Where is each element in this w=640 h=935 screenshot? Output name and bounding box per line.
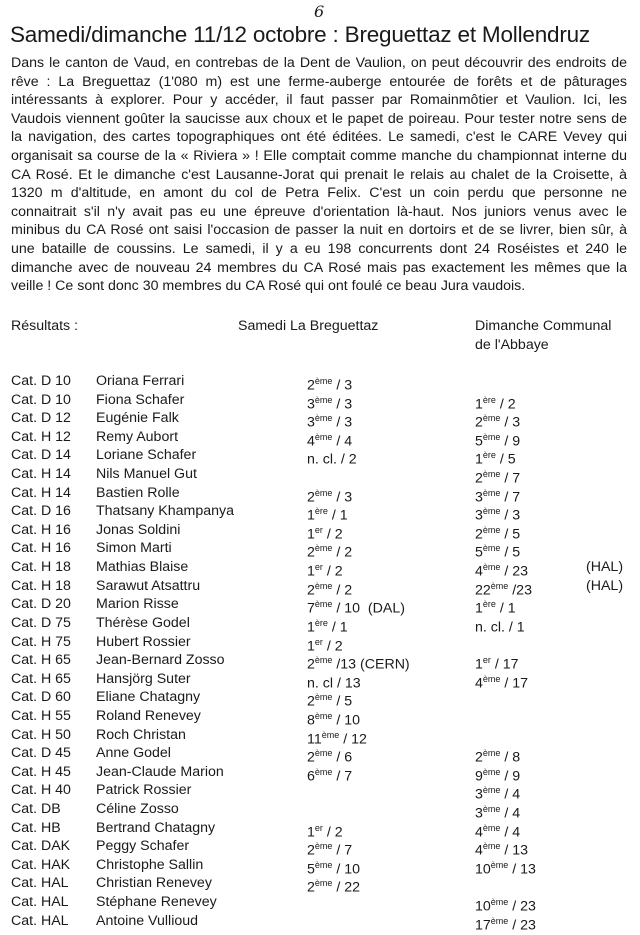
result-row (0, 744, 640, 766)
result-category: Cat. HAL (11, 894, 69, 911)
result-sunday-ordinal: ème (482, 524, 501, 535)
result-saturday-total: / 10 (332, 712, 361, 729)
result-sunday-ordinal: ère (482, 599, 496, 610)
result-sunday-rank: 4 (475, 824, 483, 841)
result-row (0, 688, 640, 711)
result-saturday-total: / 3 (332, 377, 353, 394)
result-sunday-rank: 9 (475, 768, 483, 785)
result-saturday-total: / 2 (332, 545, 353, 562)
result-sunday-total: / 2 (495, 396, 516, 413)
result-saturday-total: / 10 (DAL) (332, 601, 405, 618)
result-category: Cat. H 40 (11, 782, 71, 799)
result-saturday-ordinal: ème (314, 692, 333, 703)
result-runner-name: Anne Godel (96, 745, 171, 762)
result-saturday-total: / 22 (332, 880, 361, 897)
result-category: Cat. H 14 (11, 466, 71, 483)
result-saturday-rank: 2 (307, 842, 315, 859)
result-sunday-total: / 4 (500, 787, 521, 804)
result-runner-name: Christian Renevey (96, 875, 212, 892)
result-saturday-ordinal: ème (314, 878, 333, 889)
result-saturday-total: / 2 (322, 824, 343, 841)
result-sunday-ordinal: ère (482, 394, 496, 405)
result-category: Cat. D 10 (11, 373, 71, 389)
result-runner-name: Céline Zosso (96, 801, 179, 818)
result-runner-name: Bertrand Chatagny (96, 819, 216, 836)
result-runner-name: Patrick Rossier (96, 782, 192, 799)
result-sunday-total: / 17 (490, 656, 519, 673)
result-runner-name: Thatsany Khampanya (96, 503, 235, 520)
result-saturday-rank: 2 (307, 489, 315, 506)
result-saturday-total: /13 (CERN) (332, 656, 410, 673)
result-category: Cat. D 12 (11, 410, 71, 427)
result-category: Cat. HB (11, 819, 61, 836)
result-saturday-ordinal: ème (314, 543, 333, 554)
result-sunday-rank: 5 (475, 433, 483, 450)
result-row (0, 465, 640, 487)
result-sunday-total: / 13 (508, 861, 536, 878)
result-saturday-rank: 1 (307, 526, 315, 543)
result-sunday (475, 912, 536, 935)
result-row (0, 558, 640, 580)
result-sunday-ordinal: ème (482, 543, 501, 554)
result-saturday-rank: 2 (307, 880, 315, 897)
result-category: Cat. H 18 (11, 577, 71, 594)
result-sunday-total: / 23 (508, 917, 536, 934)
result-saturday-rank: 8 (307, 712, 315, 729)
result-row (0, 502, 640, 524)
result-sunday-total: / 9 (500, 433, 521, 450)
result-runner-name: Oriana Ferrari (96, 373, 185, 389)
result-row (0, 521, 640, 543)
result-sunday-ordinal: ème (482, 804, 501, 815)
result-sunday-rank: 22 (475, 582, 491, 599)
result-sunday-rank: 4 (475, 563, 483, 580)
result-row (0, 856, 640, 878)
result-saturday-total: / 5 (332, 694, 353, 711)
result-saturday-rank: n. cl. (307, 452, 337, 469)
page-number: 6 (314, 2, 325, 21)
result-sunday-total: / 5 (495, 452, 516, 469)
result-sunday-rank: 1 (475, 601, 483, 618)
sunday-column-header (475, 317, 611, 354)
result-sunday-total: / 5 (500, 545, 521, 562)
result-saturday-rank: 2 (307, 749, 315, 766)
result-category: Cat. HAL (11, 912, 69, 929)
result-runner-name: Loriane Schafer (96, 447, 197, 464)
result-sunday-ordinal: ème (482, 748, 501, 759)
result-category: Cat. H 16 (11, 521, 71, 538)
result-saturday-ordinal: ème (314, 748, 333, 759)
result-saturday-total: / 3 (332, 489, 353, 506)
result-category: Cat. H 75 (11, 633, 71, 650)
saturday-column-header: Samedi La Breguettaz (238, 318, 379, 334)
result-category: Cat. D 10 (11, 391, 71, 408)
result-category: Cat. H 65 (11, 670, 71, 687)
result-saturday-rank: 3 (307, 396, 315, 413)
result-sunday-ordinal: ème (490, 859, 509, 870)
result-runner-name: Marion Risse (96, 596, 179, 613)
result-saturday-total: / 2 (336, 452, 357, 469)
result-sunday-rank: 2 (475, 414, 483, 431)
result-runner-name: Eugénie Falk (96, 410, 179, 427)
result-saturday-rank: 2 (307, 694, 315, 711)
result-row (0, 372, 640, 394)
result-row (0, 484, 640, 506)
result-row (0, 391, 640, 413)
result-sunday-ordinal: ème (482, 469, 501, 480)
result-sunday-ordinal: ème (482, 766, 501, 777)
result-sunday-rank: 10 (475, 898, 491, 915)
result-category: Cat. H 12 (11, 428, 71, 445)
result-runner-name: Mathias Blaise (96, 559, 189, 576)
result-saturday-rank: 2 (307, 582, 315, 599)
result-saturday-ordinal: ème (314, 841, 333, 852)
result-runner-name: Sarawut Atsattru (96, 577, 201, 594)
result-row (0, 577, 640, 599)
results-label: Résultats : (11, 318, 79, 334)
result-saturday-ordinal: ème (314, 394, 333, 405)
result-category: Cat. D 16 (11, 503, 71, 520)
result-sunday-total: / 3 (500, 414, 521, 431)
result-saturday-total: / 7 (332, 768, 353, 785)
result-runner-name: Stéphane Renevey (96, 894, 217, 911)
result-sunday-ordinal: ème (482, 487, 501, 498)
result-sunday-rank: 4 (475, 842, 483, 859)
result-runner-name: Jean-Claude Marion (96, 763, 224, 780)
result-saturday-ordinal: ème (314, 487, 333, 498)
result-runner-name: Jean-Bernard Zosso (96, 652, 225, 669)
result-saturday-rank: 5 (307, 861, 315, 878)
result-saturday-rank: 1 (307, 508, 315, 524)
result-category: Cat. D 20 (11, 596, 71, 613)
results-table (0, 372, 640, 934)
result-sunday-rank: 3 (475, 508, 483, 524)
result-sunday-ordinal: ème (482, 822, 501, 833)
result-category: Cat. H 55 (11, 707, 71, 724)
result-sunday-total: /23 (508, 582, 532, 599)
result-row (0, 763, 640, 785)
result-sunday-total: / 17 (500, 675, 529, 692)
result-saturday-ordinal: ème (314, 413, 333, 424)
result-saturday-ordinal: ère (314, 506, 328, 517)
result-saturday-total: / 13 (333, 675, 361, 692)
result-sunday-total: / 5 (500, 526, 521, 543)
result-row (0, 819, 640, 841)
result-runner-name: Jonas Soldini (96, 521, 181, 538)
result-row (0, 837, 640, 859)
result-sunday-total: / 9 (500, 768, 521, 785)
result-sunday-ordinal: ème (482, 785, 501, 796)
result-row (0, 651, 640, 673)
result-row (0, 781, 640, 804)
result-row (0, 893, 640, 915)
result-runner-name: Christophe Sallin (96, 856, 204, 873)
result-runner-name: Simon Marti (96, 540, 172, 557)
result-sunday-ordinal: ème (482, 841, 501, 852)
result-sunday-rank: 3 (475, 489, 483, 506)
result-saturday-total: / 2 (332, 582, 353, 599)
result-runner-name: Remy Aubort (96, 428, 179, 445)
result-sunday-total: / 4 (500, 805, 521, 822)
result-row (0, 446, 640, 469)
result-saturday-rank: n. cl (307, 675, 334, 692)
result-sunday-ordinal: ère (482, 450, 496, 461)
result-saturday-rank: 4 (307, 433, 315, 450)
result-row (0, 595, 640, 618)
result-sunday-rank: 1 (475, 452, 483, 469)
result-saturday-total: / 2 (322, 526, 343, 543)
result-saturday-total: / 2 (322, 638, 343, 655)
result-saturday-ordinal: ème (314, 431, 333, 442)
result-saturday-rank: 1 (307, 563, 315, 580)
result-saturday-rank: 2 (307, 545, 315, 562)
result-row (0, 874, 640, 897)
result-saturday-ordinal: ème (314, 376, 333, 386)
result-sunday-rank: 10 (475, 861, 491, 878)
result-row (0, 726, 640, 748)
result-saturday-total: / 2 (322, 563, 343, 580)
result-saturday-rank: 1 (307, 619, 315, 636)
result-sunday-ordinal: ème (482, 413, 501, 424)
result-sunday-rank: n. cl. (475, 619, 505, 636)
result-sunday-ordinal: ème (490, 580, 509, 591)
article-title: Samedi/dimanche 11/12 octobre : Breguettaz et Mollendruz (10, 22, 590, 47)
result-category: Cat. D 60 (11, 689, 71, 706)
result-sunday-ordinal: ème (482, 673, 501, 684)
result-category: Cat. D 14 (11, 447, 71, 464)
result-saturday-rank: 1 (307, 638, 315, 655)
result-saturday-ordinal: ème (314, 599, 333, 610)
result-saturday-total: / 1 (327, 619, 348, 636)
result-runner-name: Hansjörg Suter (96, 670, 191, 687)
result-saturday-ordinal: er (314, 562, 323, 573)
result-saturday-rank: 3 (307, 414, 315, 431)
result-row (0, 912, 640, 934)
result-row (0, 539, 640, 562)
result-sunday-rank: 5 (475, 545, 483, 562)
result-category: Cat. H 14 (11, 484, 71, 501)
result-sunday-rank: 2 (475, 749, 483, 766)
result-sunday-total: / 23 (500, 563, 529, 580)
result-runner-name: Peggy Schafer (96, 838, 190, 855)
result-sunday-ordinal: ème (490, 897, 509, 908)
result-saturday-total: / 4 (332, 433, 353, 450)
result-row (0, 800, 640, 822)
result-runner-name: Eliane Chatagny (96, 689, 201, 706)
result-sunday-rank: 1 (475, 396, 483, 413)
result-saturday-rank: 7 (307, 601, 315, 618)
result-saturday-rank: 1 (307, 824, 315, 841)
result-row (0, 670, 640, 692)
result-saturday-ordinal: ème (314, 859, 333, 870)
result-saturday-ordinal: ème (314, 710, 333, 721)
result-sunday-ordinal: ème (482, 562, 501, 573)
result-sunday-total: / 1 (504, 619, 525, 636)
result-runner-name: Roland Renevey (96, 707, 201, 724)
result-sunday-total: / 7 (500, 489, 521, 506)
result-saturday-total: / 6 (332, 749, 353, 766)
result-runner-name: Thérèse Godel (96, 614, 190, 631)
result-category: Cat. H 45 (11, 763, 71, 780)
result-category: Cat. D 45 (11, 745, 71, 762)
article-paragraph: Dans le canton de Vaud, en contrebas de la Dent de Vaulion, on peut découvrir des endroits de rêve : La Breguettaz (1'080 m) est une ferme-auberge entourée de forêts et de pâturages intéressants à explorer. Pour y accéder, il faut passer par Romainmôtier et Vaulion. Ici, les Vaudois viennent goûter la saucisse aux choux et le papet de poireau. Pour tester notre sens de la navigation, des cartes topographiques ont été éditées. Le samedi, c'est le CARE Vevey qui organisait sa course de la « Riviera » ! Elle comptait comme manche du championnat interne du CA Rosé. Et le dimanche c'est Lausanne-Jorat qui prenait le relais au chalet de la Croisette, à 1320 m d'altitude, en amont du col de Petra Felix. C'est un coin perdu que personne ne connaitrait s'il n'y avait pas eu une épreuve d'orientation là-haut. Nos juniors venus avec le minibus du CA Rosé ont saisi l'occasion de passer la nuit en dortoirs et de se livrer, bien sûr, à une bataille de coussins. Le samedi, il y a eu 198 concurrents dont 24 Roséistes et 240 le dimanche avec de nouveau 24 membres du CA Rosé mais pas exactement les mêmes que la veille ! Ce sont donc 30 membres du CA Rosé qui ont foulé ce beau Jura vaudois. (11, 55, 627, 295)
result-saturday-ordinal: ème (314, 580, 333, 591)
result-sunday-rank: 17 (475, 917, 491, 934)
result-saturday-ordinal: er (314, 822, 323, 833)
result-saturday-ordinal: ème (321, 729, 340, 740)
result-saturday-ordinal: er (314, 636, 323, 647)
result-saturday-rank: 6 (307, 768, 315, 785)
result-sunday-ordinal: ème (482, 506, 501, 517)
result-runner-name: Nils Manuel Gut (96, 466, 197, 483)
result-category: Cat. H 18 (11, 559, 71, 576)
result-category: Cat. DAK (11, 838, 71, 855)
result-saturday-ordinal: er (314, 524, 323, 535)
result-sunday-total: / 13 (500, 842, 529, 859)
result-sunday-ordinal: ème (490, 915, 509, 926)
result-row (0, 409, 640, 431)
result-sunday-rank: 2 (475, 526, 483, 543)
result-saturday-total: / 10 (332, 861, 361, 878)
result-row (0, 707, 640, 729)
result-note: (HAL) (586, 577, 624, 594)
result-runner-name: Roch Christan (96, 726, 186, 743)
result-runner-name: Fiona Schafer (96, 391, 185, 408)
result-runner-name: Hubert Rossier (96, 633, 191, 650)
result-row (0, 633, 640, 655)
result-runner-name: Antoine Vullioud (96, 912, 199, 929)
result-category: Cat. HAK (11, 856, 71, 873)
result-category: Cat. HAL (11, 875, 69, 892)
result-saturday-ordinal: ère (314, 617, 328, 628)
result-sunday-rank: 1 (475, 656, 483, 673)
result-sunday-rank: 2 (475, 470, 483, 487)
result-sunday-total: / 7 (500, 470, 521, 487)
result-saturday-ordinal: ème (314, 655, 333, 666)
result-saturday-ordinal: ème (314, 766, 333, 777)
result-saturday-total: / 7 (332, 842, 353, 859)
result-saturday-rank: 11 (307, 731, 322, 748)
result-sunday-ordinal: er (482, 655, 491, 666)
result-sunday-total: / 8 (500, 749, 521, 766)
result-sunday-rank: 4 (475, 675, 483, 692)
result-runner-name: Bastien Rolle (96, 484, 180, 501)
sunday-header-line-2: de l'Abbaye (475, 336, 549, 353)
result-saturday-total: / 3 (332, 414, 353, 431)
result-category: Cat. D 75 (11, 614, 71, 631)
result-sunday-total: / 3 (500, 508, 521, 524)
result-row (0, 614, 640, 636)
result-sunday-total: / 23 (508, 898, 536, 915)
result-note: (HAL) (586, 559, 624, 576)
result-category: Cat. H 16 (11, 540, 71, 557)
result-saturday-total: / 1 (327, 508, 348, 524)
result-row (0, 428, 640, 450)
sunday-header-line-1: Dimanche Communal (475, 318, 612, 334)
result-saturday-rank: 2 (307, 656, 315, 673)
result-sunday-total: / 4 (500, 824, 521, 841)
result-saturday-rank: 2 (307, 377, 315, 394)
result-category: Cat. DB (11, 801, 61, 818)
result-sunday-ordinal: ème (482, 431, 501, 442)
result-category: Cat. H 65 (11, 652, 71, 669)
result-saturday-total: / 12 (339, 731, 367, 748)
result-saturday-total: / 3 (332, 396, 353, 413)
result-category: Cat. H 50 (11, 726, 71, 743)
result-sunday-rank: 3 (475, 805, 483, 822)
result-sunday-rank: 3 (475, 787, 483, 804)
result-sunday-total: / 1 (495, 601, 516, 618)
